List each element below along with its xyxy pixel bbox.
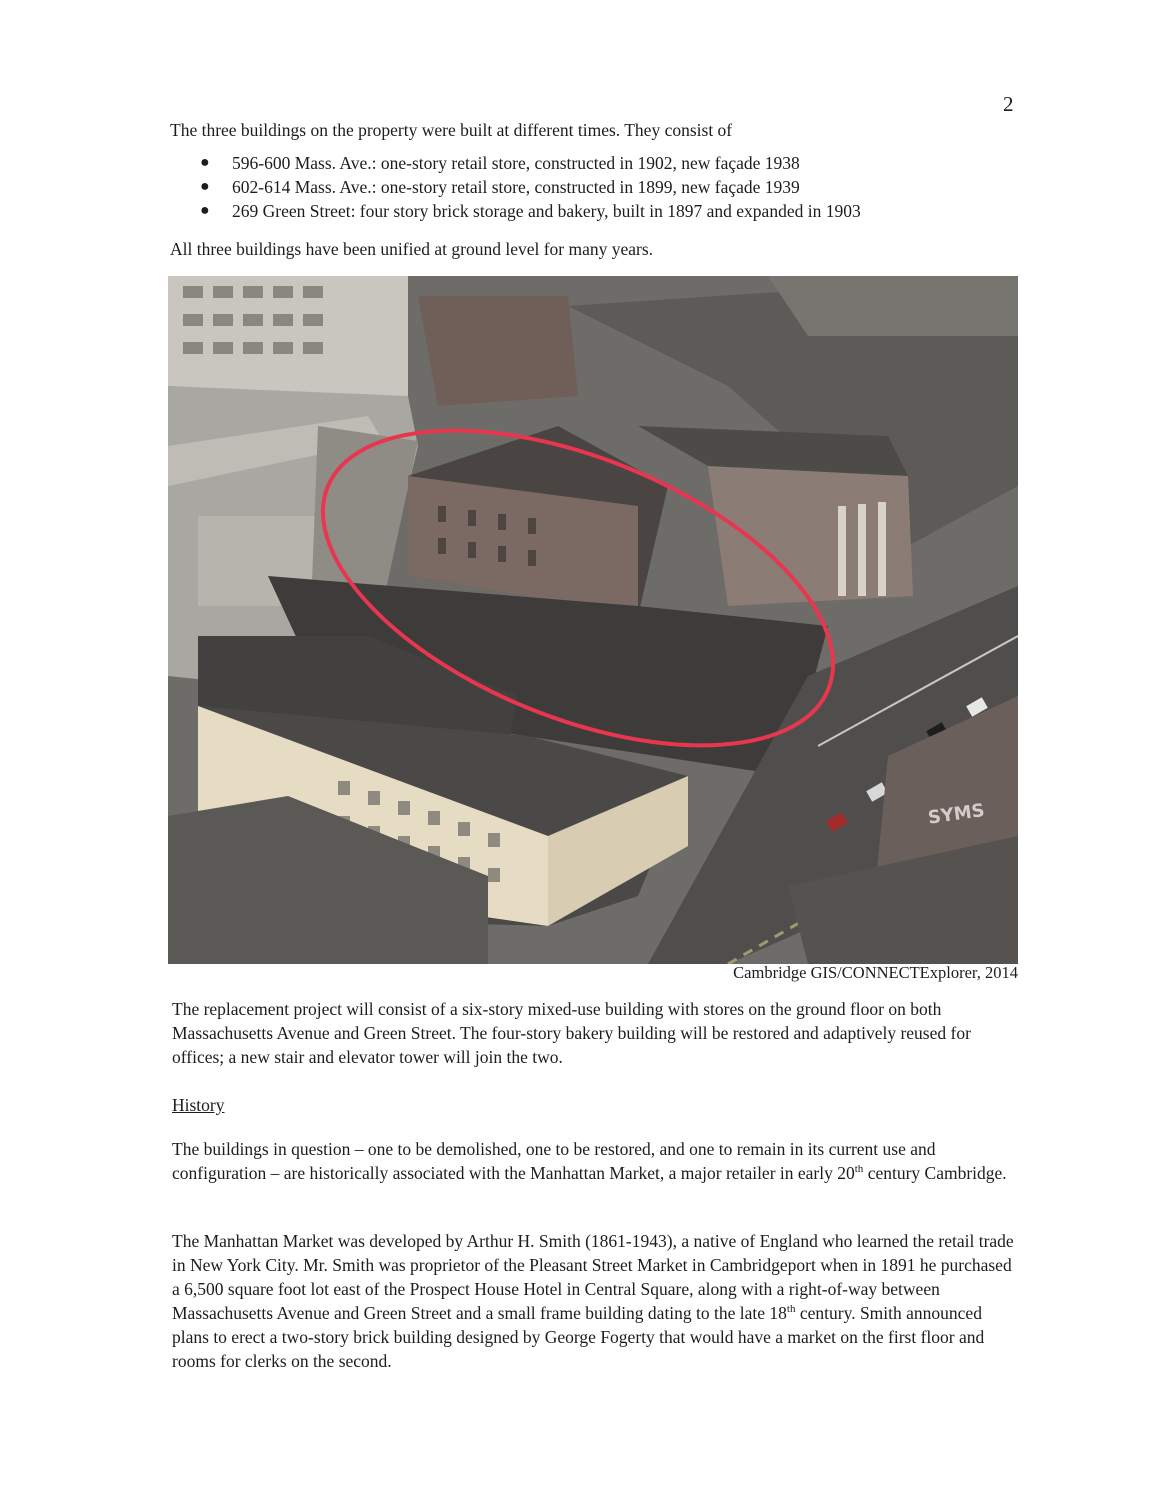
list-item-text: 602-614 Mass. Ave.: one-story retail store, constructed in 1899, new façade 1939 — [232, 177, 800, 197]
list-item — [200, 151, 1000, 175]
smith-text-end: century. Smith announced plans to erect a two-story brick building designed by George Fogerty that would have a market on the first floor and rooms for clerks on the second. — [172, 1303, 985, 1371]
unified-note: All three buildings have been unified at ground level for many years. — [170, 239, 654, 259]
smith-paragraph — [172, 1229, 1014, 1373]
aerial-photo — [168, 276, 1018, 964]
list-item-text: 269 Green Street: four story brick storage and bakery, built in 1897 and expanded in 1903 — [232, 201, 861, 221]
list-item — [200, 199, 1000, 223]
building-list — [200, 151, 1000, 223]
history-heading: History — [172, 1095, 225, 1115]
bullet-icon: ● — [200, 154, 210, 171]
replacement-paragraph: The replacement project will consist of a six-story mixed-use building with stores on the ground floor on both Massachusetts Avenue and Green Street. The four-story bakery building will be restored and adaptively reused for offices; a new stair and elevator tower will join the two. — [172, 999, 971, 1067]
smith-text: The Manhattan Market was developed by Arthur H. Smith (1861-1943), a native of England who learned the retail trade in New York City. Mr. Smith was proprietor of the Pleasant Street Market in Cambridgeport when in 1891 he purchased a 6,500 square foot lot east of the Prospect House Hotel in Central Square, along with a right-of-way between Massachusetts Avenue and Green Street and a small frame building dating to the late 18 — [172, 1231, 1014, 1323]
page-number: 2 — [1003, 92, 1014, 116]
bullet-icon: ● — [200, 178, 210, 195]
ordinal-suffix: th — [854, 1163, 864, 1176]
photo-caption: Cambridge GIS/CONNECTExplorer, 2014 — [733, 963, 1018, 982]
history-intro-paragraph — [172, 1137, 1014, 1185]
bullet-icon: ● — [200, 202, 210, 219]
list-item — [200, 175, 1000, 199]
syms-sign: SYMS — [926, 799, 986, 829]
list-item-text: 596-600 Mass. Ave.: one-story retail store, constructed in 1902, new façade 1938 — [232, 153, 800, 173]
history-intro-text-end: century Cambridge. — [863, 1163, 1007, 1183]
intro-text: The three buildings on the property were built at different times. They consist of — [170, 120, 733, 140]
ordinal-suffix: th — [786, 1303, 796, 1316]
history-intro-text: The buildings in question – one to be demolished, one to be restored, and one to remain in its current use and configuration – are historically associated with the Manhattan Market, a major retailer in early 20 — [172, 1139, 936, 1183]
